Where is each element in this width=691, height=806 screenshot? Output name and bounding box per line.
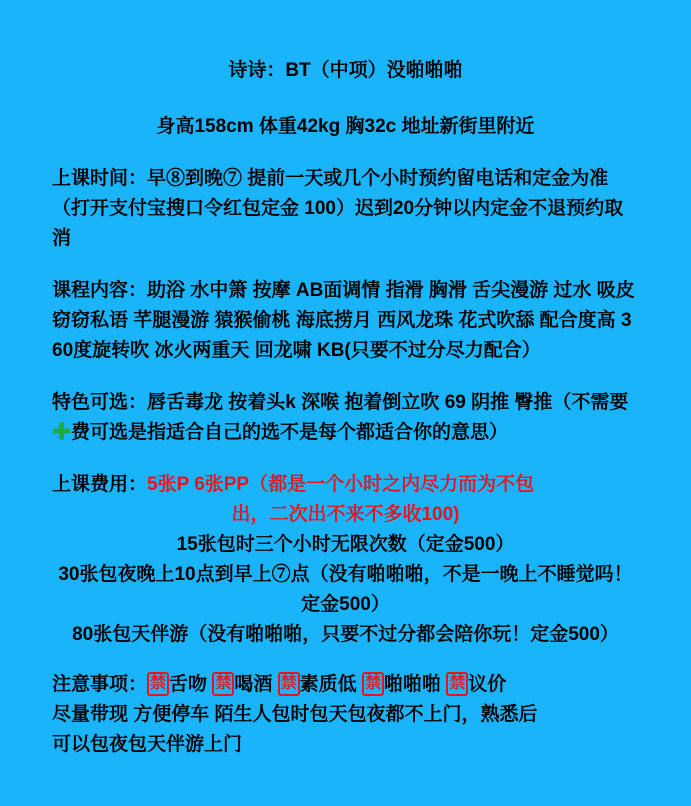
body-stats-line: 身高158cm 体重42kg 胸32c 地址新街里附近	[156, 116, 535, 137]
flyer-page	[0, 56, 691, 806]
ban-icon: 禁	[147, 672, 169, 696]
pricing-line-3: 80张包天伴游（没有啪啪啪，只要不过分都会陪你玩！定金500）	[72, 624, 619, 645]
pricing-line-1: 15张包时三个小时无限次数（定金500）	[176, 534, 515, 555]
notes-tail-1: 尽量带现 方便停车 陌生人包时包天包夜都不上门，熟悉后	[52, 704, 538, 725]
pricing-headline	[52, 470, 639, 500]
notes-item-1: 舌吻	[169, 674, 208, 695]
schedule-section	[52, 164, 639, 254]
course-content-label: 课程内容：	[52, 280, 148, 301]
schedule-text: 早⑧到晚⑦ 提前一天或几个小时预约留电话和定金为准（打开支付宝搜口令红包定金 100）迟到20分钟以内定金不退预约取消	[52, 168, 624, 249]
notes-item-4: 啪啪啪	[383, 674, 441, 695]
pricing-red-line-2: 出，二次出不来不多收100)	[231, 504, 460, 525]
ban-icon: 禁	[278, 672, 300, 696]
pricing-red-line-1: 5张P 6张PP（都是一个小时之内尽力而为不包	[147, 474, 535, 495]
schedule-label: 上课时间：	[52, 168, 148, 189]
features-section	[52, 388, 639, 448]
pricing-line-2: 30张包夜晚上10点到早上⑦点（没有啪啪啪，不是一晚上不睡觉吗！定金500）	[58, 564, 633, 615]
notes-headline	[52, 670, 639, 700]
notes-section	[52, 670, 639, 760]
notes-item-2: 喝酒	[234, 674, 273, 695]
pricing-section	[52, 470, 639, 650]
ban-icon: 禁	[212, 672, 234, 696]
page-title: 诗诗：BT（中项）没啪啪啪	[228, 60, 463, 81]
features-label: 特色可选：	[52, 392, 148, 413]
notes-tail-2: 可以包夜包天伴游上门	[52, 734, 243, 755]
course-content-text: 助浴 水中箫 按摩 AB面调情 指滑 胸滑 舌尖漫游 过水 吸皮 窃窃私语 芊腿漫游 猿猴偷桃 海底捞月 西风龙珠 花式吹舔 配合度高 360度旋转吹 冰火两重天 回龙啸 KB(只要不过分尽力配合）	[52, 280, 640, 361]
ban-icon: 禁	[362, 672, 384, 696]
features-text-a: 唇舌毒龙 按着头k 深喉 抱着倒立吹 69 阴推 臀推（不需要	[147, 392, 629, 413]
notes-item-3: 素质低	[299, 674, 357, 695]
notes-label: 注意事项：	[52, 674, 148, 695]
ban-icon: 禁	[446, 672, 468, 696]
pricing-label: 上课费用：	[52, 474, 148, 495]
features-text-b: 费可选是指适合自己的选不是每个都适合你的意思）	[71, 422, 509, 443]
course-content-section	[52, 276, 639, 366]
plus-icon: ✚	[52, 422, 72, 443]
notes-item-5: 议价	[468, 674, 507, 695]
